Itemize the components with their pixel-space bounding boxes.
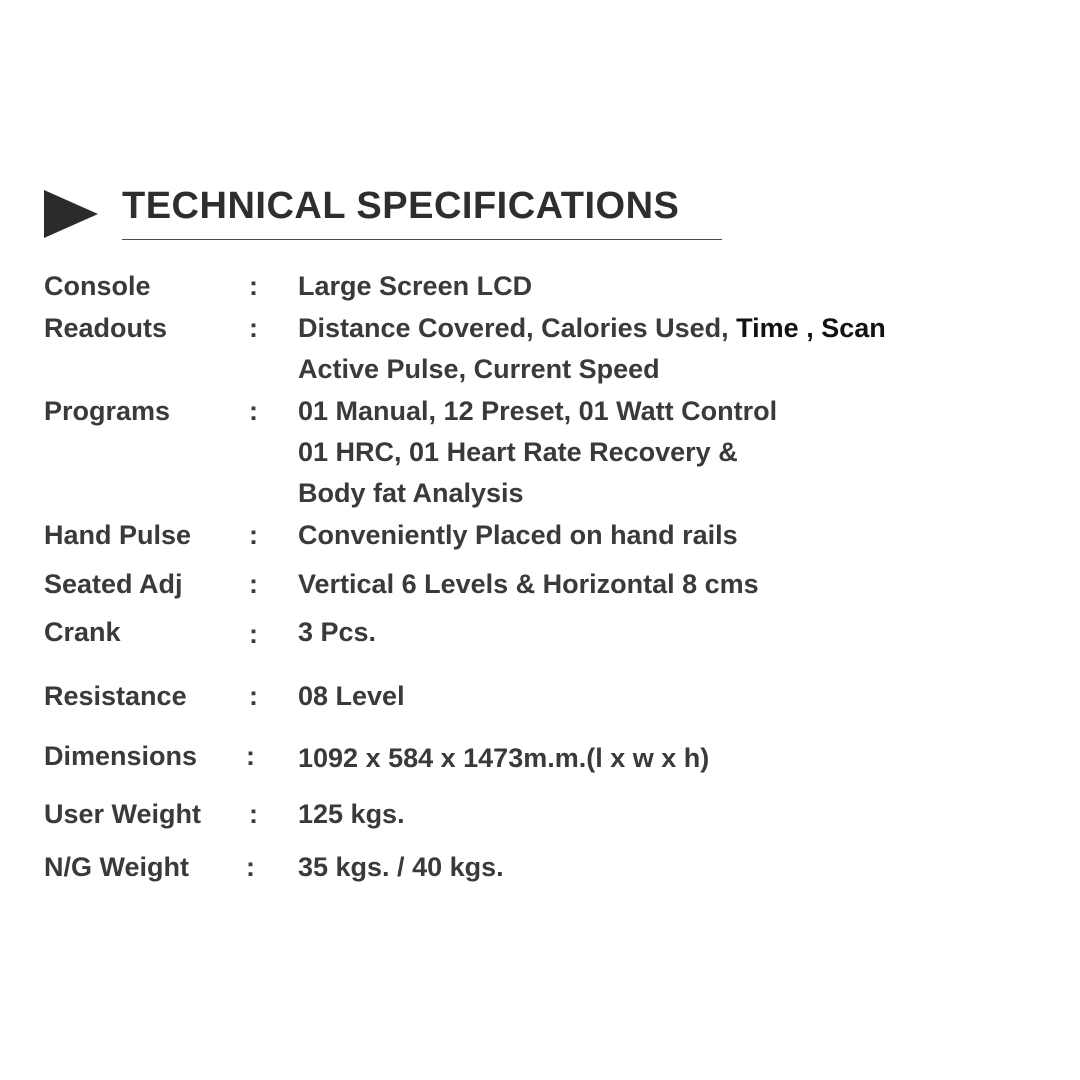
spec-label: Dimensions — [44, 741, 198, 771]
spec-value — [298, 847, 1058, 888]
spec-value-text: Distance Covered, Calories Used, — [298, 313, 737, 343]
spec-value-line: Large Screen LCD — [298, 271, 533, 301]
spec-value — [298, 515, 1058, 556]
spec-label: N/G Weight — [44, 852, 189, 882]
spec-label: Crank — [44, 617, 121, 647]
spec-separator: : — [249, 799, 258, 829]
spec-value — [298, 794, 1058, 835]
page-title: TECHNICAL SPECIFICATIONS — [122, 185, 680, 227]
spec-value-line: 01 Manual, 12 Preset, 01 Watt Control — [298, 396, 778, 426]
spec-separator: : — [249, 396, 258, 426]
play-arrow-icon — [44, 190, 98, 238]
spec-separator: : — [246, 852, 255, 882]
spec-value-line: 35 kgs. / 40 kgs. — [298, 852, 504, 882]
spec-separator: : — [249, 313, 258, 343]
spec-value — [298, 266, 1058, 307]
spec-label: Readouts — [44, 313, 168, 343]
spec-label: Resistance — [44, 681, 187, 711]
spec-separator: : — [249, 520, 258, 550]
spec-value — [298, 676, 1058, 717]
spec-value-line: 1092 x 584 x 1473m.m.(l x w x h) — [298, 743, 710, 773]
spec-label: Programs — [44, 396, 171, 426]
spec-value-text-dark: Time , Scan — [736, 313, 886, 343]
spec-value-line: 3 Pcs. — [298, 617, 377, 647]
spec-separator: : — [249, 569, 258, 599]
spec-value-line: 08 Level — [298, 681, 405, 711]
heading-underline — [122, 239, 722, 240]
spec-value-line: 125 kgs. — [298, 799, 405, 829]
spec-label: Console — [44, 271, 151, 301]
spec-value — [298, 391, 1058, 514]
spec-value — [298, 612, 1058, 653]
spec-value-line: 01 HRC, 01 Heart Rate Recovery & — [298, 437, 738, 467]
spec-separator: : — [246, 741, 255, 771]
spec-value-line — [298, 308, 1058, 349]
spec-value-line: Active Pulse, Current Speed — [298, 354, 660, 384]
spec-value — [298, 308, 1058, 390]
spec-separator: : — [249, 271, 258, 301]
spec-value-line: Conveniently Placed on hand rails — [298, 520, 738, 550]
spec-value — [298, 738, 1058, 779]
spec-value — [298, 564, 1058, 605]
spec-label: Hand Pulse — [44, 520, 192, 550]
spec-label: User Weight — [44, 799, 202, 829]
section-heading — [44, 184, 734, 244]
spec-separator: : — [249, 619, 258, 649]
spec-value-line: Body fat Analysis — [298, 478, 524, 508]
spec-separator: : — [249, 681, 258, 711]
spec-value-line: Vertical 6 Levels & Horizontal 8 cms — [298, 569, 759, 599]
spec-label: Seated Adj — [44, 569, 183, 599]
